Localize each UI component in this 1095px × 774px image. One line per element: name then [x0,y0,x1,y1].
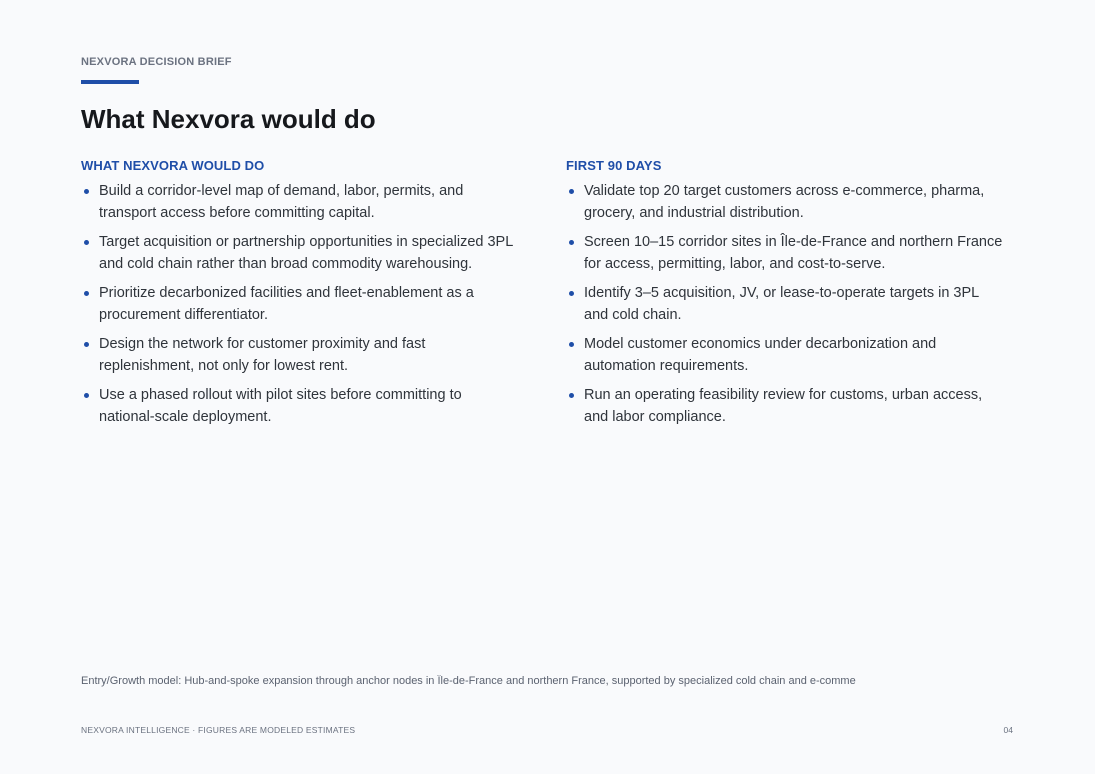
bullet-dot-icon [569,291,574,296]
list-item-text: Use a phased rollout with pilot sites before committing to national-scale deployment. [99,387,462,425]
page-title: What Nexvora would do [81,104,376,134]
bullet-list [81,180,521,428]
list-item-text: Design the network for customer proximity and fast replenishment, not only for lowest rent. [99,336,426,374]
list-item-text: Identify 3–5 acquisition, JV, or lease-to-operate targets in 3PL and cold chain. [584,285,979,323]
list-item [81,231,521,275]
list-item-text: Model customer economics under decarbonization and automation requirements. [584,336,937,374]
list-item [81,180,521,224]
list-item-text: Screen 10–15 corridor sites in Île-de-France and northern France for access, permitting, labor, and cost-to-serve. [584,234,1003,272]
list-item [81,384,521,428]
bullet-dot-icon [84,189,89,194]
bullet-dot-icon [84,291,89,296]
list-item [81,333,521,377]
bullet-dot-icon [569,393,574,398]
bullet-dot-icon [569,342,574,347]
bullet-list [566,180,1006,428]
list-item [81,282,521,326]
bullet-dot-icon [84,240,89,245]
list-item [566,333,1006,377]
column-heading: FIRST 90 DAYS [566,158,662,173]
bullet-dot-icon [569,189,574,194]
list-item [566,384,1006,428]
list-item-text: Target acquisition or partnership opportunities in specialized 3PL and cold chain rather than broad commodity warehousing. [99,234,513,272]
column-first-90-days [566,158,1006,435]
eyebrow-label: NEXVORA DECISION BRIEF [81,56,232,68]
page-number: 04 [1003,725,1013,735]
column-heading: WHAT NEXVORA WOULD DO [81,158,265,173]
bullet-dot-icon [569,240,574,245]
list-item [566,231,1006,275]
list-item-text: Validate top 20 target customers across e-commerce, pharma, grocery, and industrial distribution. [584,183,985,221]
column-what-nexvora-would-do [81,158,521,435]
bullet-dot-icon [84,342,89,347]
list-item-text: Prioritize decarbonized facilities and fleet-enablement as a procurement differentiator. [99,285,474,323]
bullet-dot-icon [84,393,89,398]
footer-source: NEXVORA INTELLIGENCE · FIGURES ARE MODELED ESTIMATES [81,725,356,735]
list-item [566,282,1006,326]
entry-growth-model-note: Entry/Growth model: Hub-and-spoke expansion through anchor nodes in Île-de-France and northern France, supported by specialized cold chain and e-comme [81,675,856,687]
list-item-text: Run an operating feasibility review for customs, urban access, and labor compliance. [584,387,983,425]
list-item [566,180,1006,224]
list-item-text: Build a corridor-level map of demand, labor, permits, and transport access before committing capital. [99,183,464,221]
accent-rule [81,80,139,84]
